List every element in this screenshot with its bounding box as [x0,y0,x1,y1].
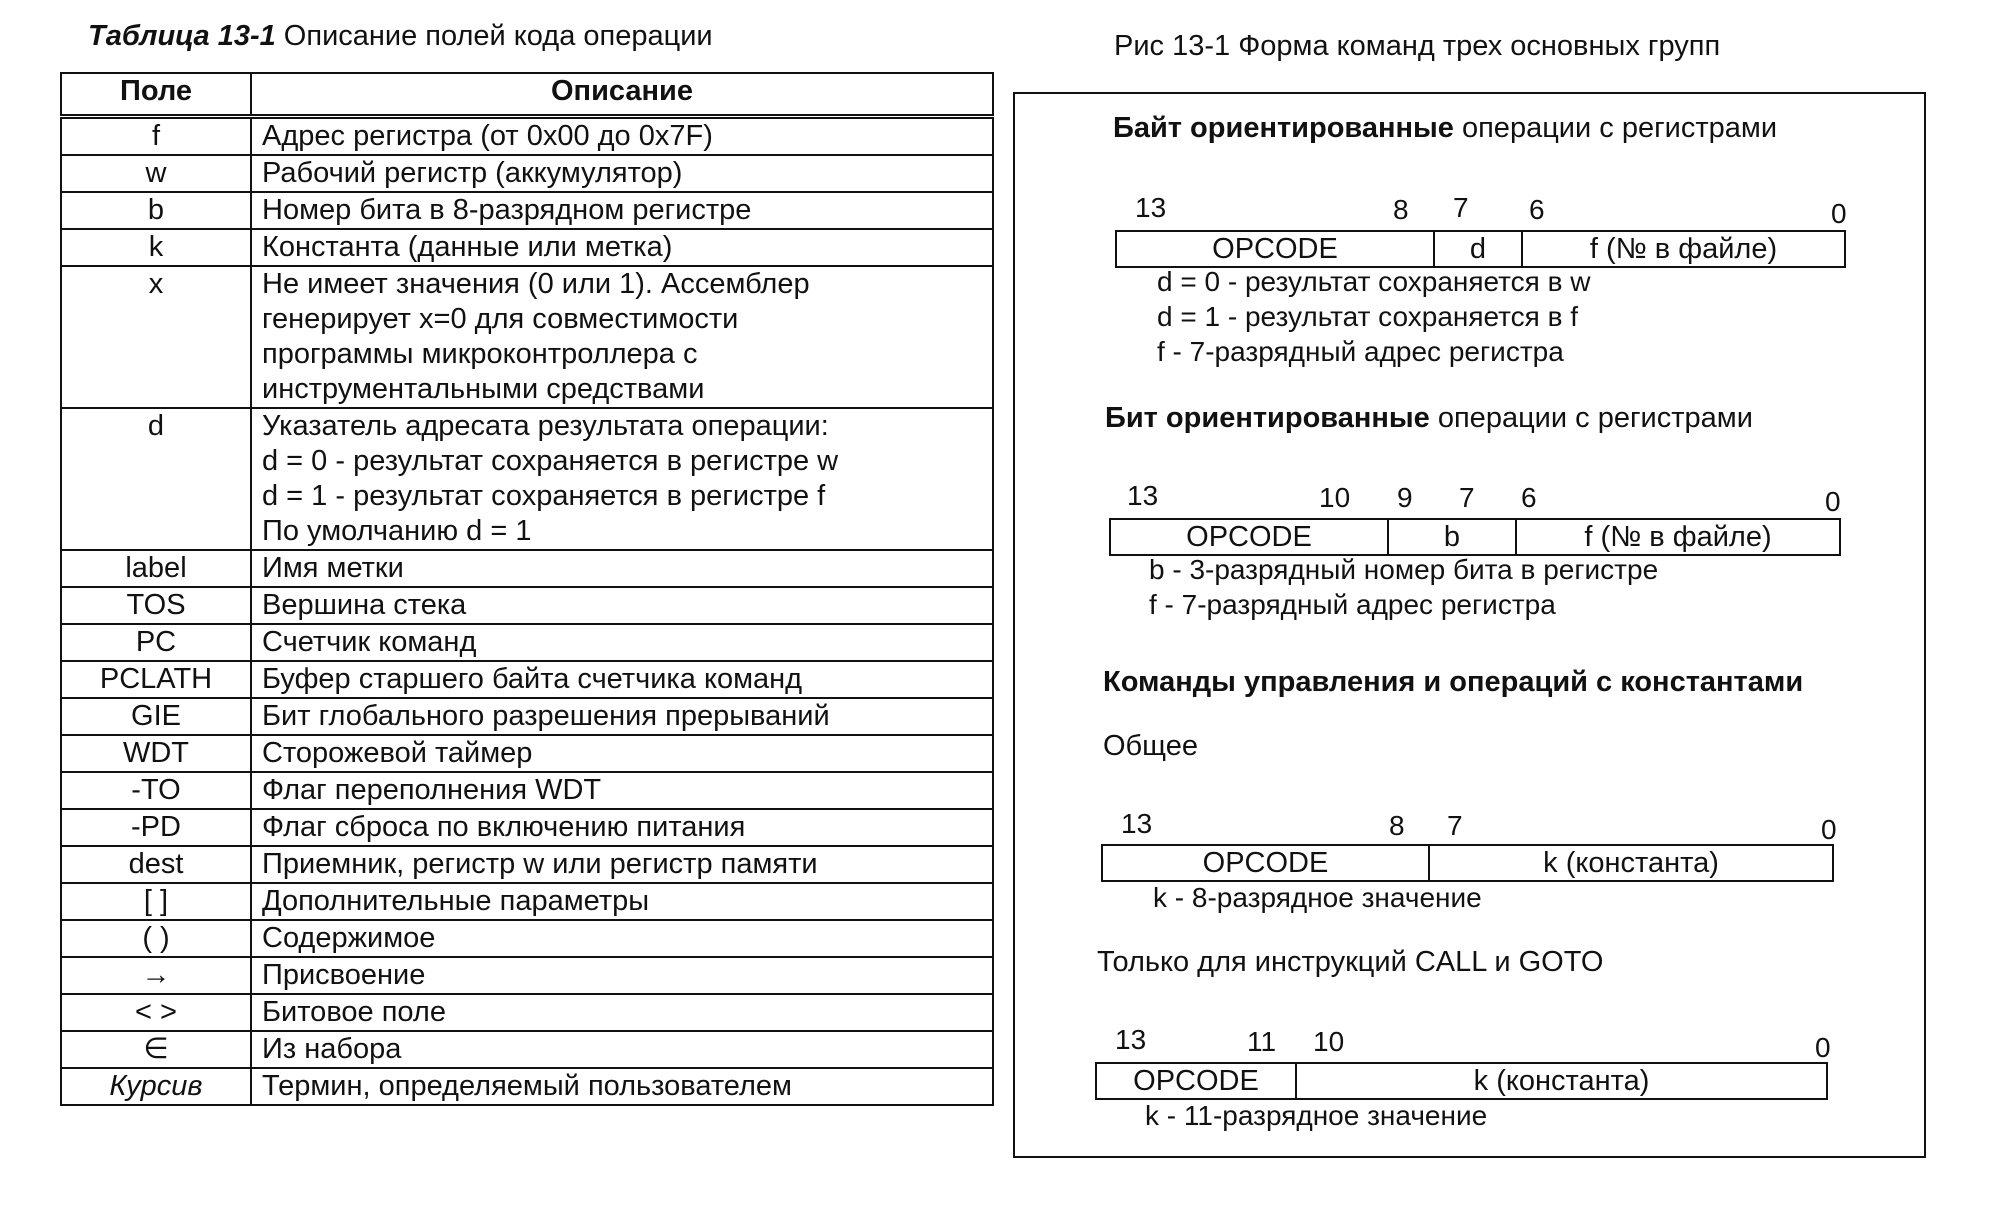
table-caption-label: Таблица 13-1 [88,20,276,52]
bit-number: 7 [1447,810,1463,841]
k-cell: k (константа) [1295,1064,1826,1098]
table-row [61,229,993,266]
row-description: Приемник, регистр w или регистр памяти [251,846,993,883]
callgoto-register [1095,1062,1828,1100]
general-note: k - 8-разрядное значение [1153,882,1482,913]
row-description: Не имеет значения (0 или 1). Ассемблер генерирует x=0 для совместимости программы микроконтроллера с инструментальными средствами [251,266,993,408]
row-field: f [61,117,251,156]
table-row [61,661,993,698]
row-field: -TO [61,772,251,809]
table-caption-text: Описание полей кода операции [275,20,713,52]
header-description: Описание [251,73,993,117]
bit-number: 11 [1247,1026,1277,1057]
bit-number: 9 [1397,482,1413,513]
instruction-format-figure [1013,92,1926,1158]
byte-ops-register [1115,230,1846,268]
row-field: [ ] [61,883,251,920]
opcode-cell: OPCODE [1212,232,1338,265]
b-cell: b [1387,520,1515,554]
bit-note: b - 3-разрядный номер бита в регистре [1149,554,1659,585]
byte-ops-title-bold: Байт ориентированные [1113,112,1454,144]
table-row [61,883,993,920]
row-description: Присвоение [251,957,993,994]
table-row [61,735,993,772]
table-row [61,587,993,624]
bit-ops-title-rest: операции с регистрами [1429,402,1753,434]
bit-number: 8 [1389,810,1405,841]
row-field: d [61,408,251,550]
bit-number: 6 [1521,482,1537,513]
opcode-cell: OPCODE [1133,1064,1259,1097]
row-field: WDT [61,735,251,772]
table-row [61,192,993,229]
bit-number: 0 [1825,486,1841,517]
byte-note: d = 1 - результат сохраняется в f [1157,301,1579,332]
bit-number: 8 [1393,194,1409,225]
header-field: Поле [61,73,251,117]
row-field: k [61,229,251,266]
bit-number: 10 [1313,1026,1345,1057]
row-description: Из набора [251,1031,993,1068]
row-description: Имя метки [251,550,993,587]
row-field: Курсив [61,1068,251,1105]
row-description: Флаг сброса по включению питания [251,809,993,846]
row-description: Бит глобального разрешения прерываний [251,698,993,735]
callgoto-label: Только для инструкций CALL и GOTO [1097,946,1604,978]
row-field: < > [61,994,251,1031]
f-cell: f (№ в файле) [1515,520,1839,554]
bit-number: 13 [1127,480,1159,511]
bit-ops-title [1105,402,1753,435]
row-description: Указатель адресата результата операции: d = 0 - результат сохраняется в регистре w d = 1 - результат сохраняется в регистре f По умолчанию d = 1 [251,408,993,550]
row-description: Адрес регистра (от 0x00 до 0x7F) [251,117,993,156]
table-row [61,957,993,994]
k-cell: k (константа) [1428,846,1832,880]
bit-number: 6 [1529,194,1545,225]
row-field: -PD [61,809,251,846]
table-row [61,698,993,735]
d-cell: d [1433,232,1521,266]
table-row [61,155,993,192]
control-ops-title [1103,666,1803,699]
row-description: Буфер старшего байта счетчика команд [251,661,993,698]
bit-number: 7 [1459,482,1475,513]
table-row [61,809,993,846]
row-field: ( ) [61,920,251,957]
byte-ops-title [1113,112,1777,145]
table-row [61,1031,993,1068]
opcode-cell: OPCODE [1202,846,1329,879]
row-description: Флаг переполнения WDT [251,772,993,809]
table-row [61,117,993,156]
f-cell: f (№ в файле) [1521,232,1844,266]
table-header-row [61,73,993,117]
table-row [61,550,993,587]
opcode-cell: OPCODE [1186,520,1312,553]
bit-ops-title-bold: Бит ориентированные [1105,402,1430,434]
bit-note: f - 7-разрядный адрес регистра [1149,589,1556,620]
bit-number: 0 [1831,198,1847,229]
bit-number: 13 [1135,192,1167,223]
general-label: Общее [1103,730,1198,762]
row-field: w [61,155,251,192]
row-description: Дополнительные параметры [251,883,993,920]
table-row [61,1068,993,1105]
bit-number: 7 [1453,192,1469,223]
bit-number: 10 [1319,482,1351,513]
row-field: TOS [61,587,251,624]
row-description: Термин, определяемый пользователем [251,1068,993,1105]
table-row [61,994,993,1031]
table-row [61,920,993,957]
table-row [61,772,993,809]
table-row [61,846,993,883]
bit-number: 0 [1821,814,1837,845]
control-ops-title-bold: Команды управления и операций с константами [1103,666,1804,698]
row-field: dest [61,846,251,883]
figure-caption: Рис 13-1 Форма команд трех основных групп [1114,30,1721,62]
bit-ops-register [1109,518,1841,556]
row-field: label [61,550,251,587]
row-field: b [61,192,251,229]
row-description: Сторожевой таймер [251,735,993,772]
row-description: Вершина стека [251,587,993,624]
byte-ops-title-rest: операции с регистрами [1453,112,1778,144]
row-description: Номер бита в 8-разрядном регистре [251,192,993,229]
opcode-fields-table [60,72,994,1106]
row-field: GIE [61,698,251,735]
bit-number: 13 [1121,808,1153,839]
row-description: Битовое поле [251,994,993,1031]
table-row [61,266,993,408]
callgoto-note: k - 11-разрядное значение [1145,1100,1488,1131]
row-field: ∈ [61,1031,251,1068]
table-caption [88,20,713,53]
row-field: → [61,957,251,994]
bit-number: 13 [1115,1024,1147,1055]
byte-note: d = 0 - результат сохраняется в w [1157,266,1591,297]
row-field: x [61,266,251,408]
general-register [1101,844,1834,882]
byte-note: f - 7-разрядный адрес регистра [1157,336,1564,367]
row-description: Рабочий регистр (аккумулятор) [251,155,993,192]
row-field: PC [61,624,251,661]
row-description: Содержимое [251,920,993,957]
bit-number: 0 [1815,1032,1831,1063]
row-field: PCLATH [61,661,251,698]
row-description: Константа (данные или метка) [251,229,993,266]
table-row [61,408,993,550]
table-row [61,624,993,661]
row-description: Счетчик команд [251,624,993,661]
